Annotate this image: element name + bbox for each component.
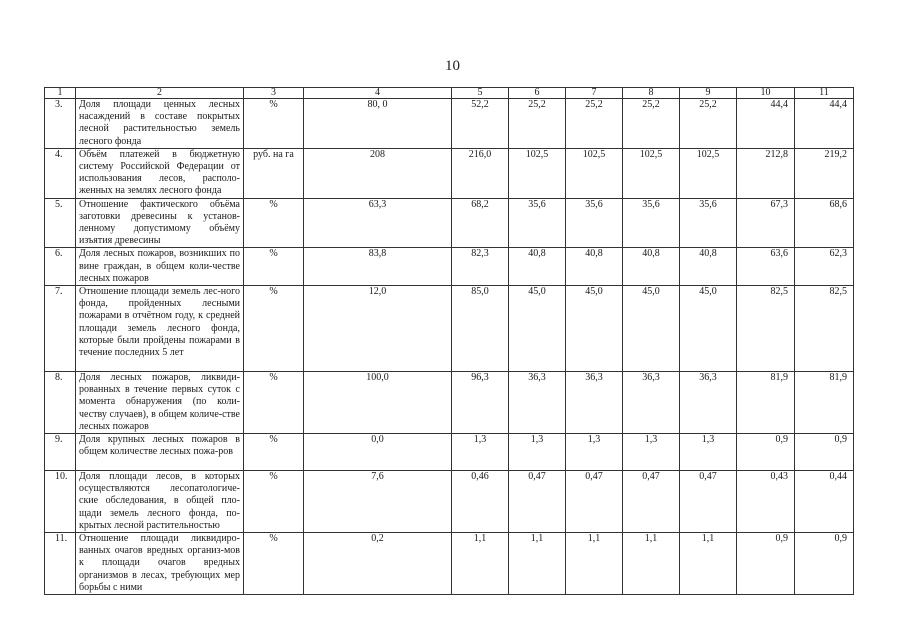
header-cell: 11	[795, 88, 854, 99]
value-cell: 80, 0	[304, 99, 452, 149]
value-cell: 1,1	[623, 533, 680, 595]
indicator-name: Отношение фактического объёма заготовки древесины к установ-ленному допустимому объёму изъятия древесины	[76, 198, 244, 248]
value-cell: 35,6	[509, 198, 566, 248]
value-cell: 208	[304, 148, 452, 198]
header-cell: 5	[452, 88, 509, 99]
value-cell: 0,44	[795, 471, 854, 533]
row-number: 8.	[45, 372, 76, 434]
page-number: 10	[445, 58, 460, 74]
value-cell: 25,2	[566, 99, 623, 149]
value-cell: 0,9	[737, 533, 795, 595]
value-cell: 1,3	[623, 434, 680, 471]
table-row	[45, 471, 854, 533]
value-cell: 1,1	[509, 533, 566, 595]
value-cell: 0,47	[509, 471, 566, 533]
table-row	[45, 372, 854, 434]
value-cell: 25,2	[509, 99, 566, 149]
value-cell: 0,47	[623, 471, 680, 533]
value-cell: 96,3	[452, 372, 509, 434]
unit-cell: %	[244, 286, 304, 372]
unit-cell: %	[244, 248, 304, 286]
header-cell: 3	[244, 88, 304, 99]
indicator-name: Доля лесных пожаров, возникших по вине граждан, в общем коли-честве лесных пожаров	[76, 248, 244, 286]
value-cell: 63,3	[304, 198, 452, 248]
unit-cell: %	[244, 533, 304, 595]
value-cell: 1,3	[452, 434, 509, 471]
row-number: 11.	[45, 533, 76, 595]
value-cell: 1,1	[680, 533, 737, 595]
indicator-name: Доля площади ценных лесных насаждений в составе покрытых лесной растительностью земель лесного фонда	[76, 99, 244, 149]
value-cell: 25,2	[623, 99, 680, 149]
value-cell: 0,9	[795, 434, 854, 471]
row-number: 4.	[45, 148, 76, 198]
value-cell: 82,5	[737, 286, 795, 372]
value-cell: 35,6	[623, 198, 680, 248]
value-cell: 35,6	[680, 198, 737, 248]
value-cell: 12,0	[304, 286, 452, 372]
value-cell: 40,8	[509, 248, 566, 286]
value-cell: 83,8	[304, 248, 452, 286]
value-cell: 85,0	[452, 286, 509, 372]
row-number: 3.	[45, 99, 76, 149]
indicator-name: Отношение площади ликвидиро-ванных очагов вредных организ-мов к площади очагов вредных организмов в лесах, требующих мер борьбы с ними	[76, 533, 244, 595]
header-cell: 9	[680, 88, 737, 99]
value-cell: 40,8	[566, 248, 623, 286]
value-cell: 35,6	[566, 198, 623, 248]
value-cell: 81,9	[737, 372, 795, 434]
header-cell: 10	[737, 88, 795, 99]
table-row	[45, 148, 854, 198]
row-number: 10.	[45, 471, 76, 533]
value-cell: 212,8	[737, 148, 795, 198]
value-cell: 102,5	[623, 148, 680, 198]
value-cell: 62,3	[795, 248, 854, 286]
value-cell: 63,6	[737, 248, 795, 286]
table-row	[45, 286, 854, 372]
indicator-name: Доля крупных лесных пожаров в общем количестве лесных пожа-ров	[76, 434, 244, 471]
header-cell: 7	[566, 88, 623, 99]
unit-cell: %	[244, 198, 304, 248]
value-cell: 36,3	[509, 372, 566, 434]
row-number: 6.	[45, 248, 76, 286]
value-cell: 44,4	[795, 99, 854, 149]
value-cell: 0,47	[566, 471, 623, 533]
value-cell: 40,8	[623, 248, 680, 286]
value-cell: 25,2	[680, 99, 737, 149]
header-row	[45, 88, 854, 99]
row-number: 9.	[45, 434, 76, 471]
value-cell: 7,6	[304, 471, 452, 533]
value-cell: 36,3	[566, 372, 623, 434]
value-cell: 1,1	[566, 533, 623, 595]
header-cell: 1	[45, 88, 76, 99]
table-row	[45, 248, 854, 286]
value-cell: 36,3	[623, 372, 680, 434]
table-row	[45, 99, 854, 149]
value-cell: 102,5	[566, 148, 623, 198]
unit-cell: %	[244, 471, 304, 533]
value-cell: 0,9	[737, 434, 795, 471]
value-cell: 100,0	[304, 372, 452, 434]
value-cell: 102,5	[680, 148, 737, 198]
unit-cell: %	[244, 99, 304, 149]
indicator-name: Доля лесных пожаров, ликвиди-рованных в течение первых суток с момента обнаружения (по коли-честву случаев), в общем количе-стве лесных пожаров	[76, 372, 244, 434]
row-number: 5.	[45, 198, 76, 248]
indicator-name: Доля площади лесов, в которых осуществляются лесопатологиче-ские обследования, в общей пло-щади земель лесного фонда, по-крытых лесной растительностью	[76, 471, 244, 533]
value-cell: 40,8	[680, 248, 737, 286]
value-cell: 45,0	[566, 286, 623, 372]
value-cell: 1,3	[509, 434, 566, 471]
header-cell: 8	[623, 88, 680, 99]
value-cell: 45,0	[680, 286, 737, 372]
value-cell: 102,5	[509, 148, 566, 198]
value-cell: 0,46	[452, 471, 509, 533]
indicator-name: Отношение площади земель лес-ного фонда, пройденных лесными пожарами в отчётном году, к средней площади земель лесного фонда, которые были пройдены пожарами в течение последних 5 лет	[76, 286, 244, 372]
value-cell: 1,3	[680, 434, 737, 471]
value-cell: 68,2	[452, 198, 509, 248]
header-cell: 4	[304, 88, 452, 99]
indicator-name: Объём платежей в бюджетную систему Российской Федерации от использования лесов, располо-женных на землях лесного фонда	[76, 148, 244, 198]
value-cell: 81,9	[795, 372, 854, 434]
value-cell: 68,6	[795, 198, 854, 248]
value-cell: 0,9	[795, 533, 854, 595]
value-cell: 82,3	[452, 248, 509, 286]
row-number: 7.	[45, 286, 76, 372]
value-cell: 0,2	[304, 533, 452, 595]
unit-cell: руб. на га	[244, 148, 304, 198]
unit-cell: %	[244, 434, 304, 471]
value-cell: 52,2	[452, 99, 509, 149]
value-cell: 1,1	[452, 533, 509, 595]
value-cell: 67,3	[737, 198, 795, 248]
header-cell: 2	[76, 88, 244, 99]
table-row	[45, 198, 854, 248]
value-cell: 45,0	[509, 286, 566, 372]
table-row	[45, 533, 854, 595]
header-cell: 6	[509, 88, 566, 99]
value-cell: 82,5	[795, 286, 854, 372]
value-cell: 1,3	[566, 434, 623, 471]
value-cell: 216,0	[452, 148, 509, 198]
value-cell: 0,43	[737, 471, 795, 533]
table-row	[45, 434, 854, 471]
value-cell: 219,2	[795, 148, 854, 198]
value-cell: 0,0	[304, 434, 452, 471]
value-cell: 0,47	[680, 471, 737, 533]
value-cell: 44,4	[737, 99, 795, 149]
indicators-table	[44, 87, 854, 595]
value-cell: 45,0	[623, 286, 680, 372]
unit-cell: %	[244, 372, 304, 434]
value-cell: 36,3	[680, 372, 737, 434]
